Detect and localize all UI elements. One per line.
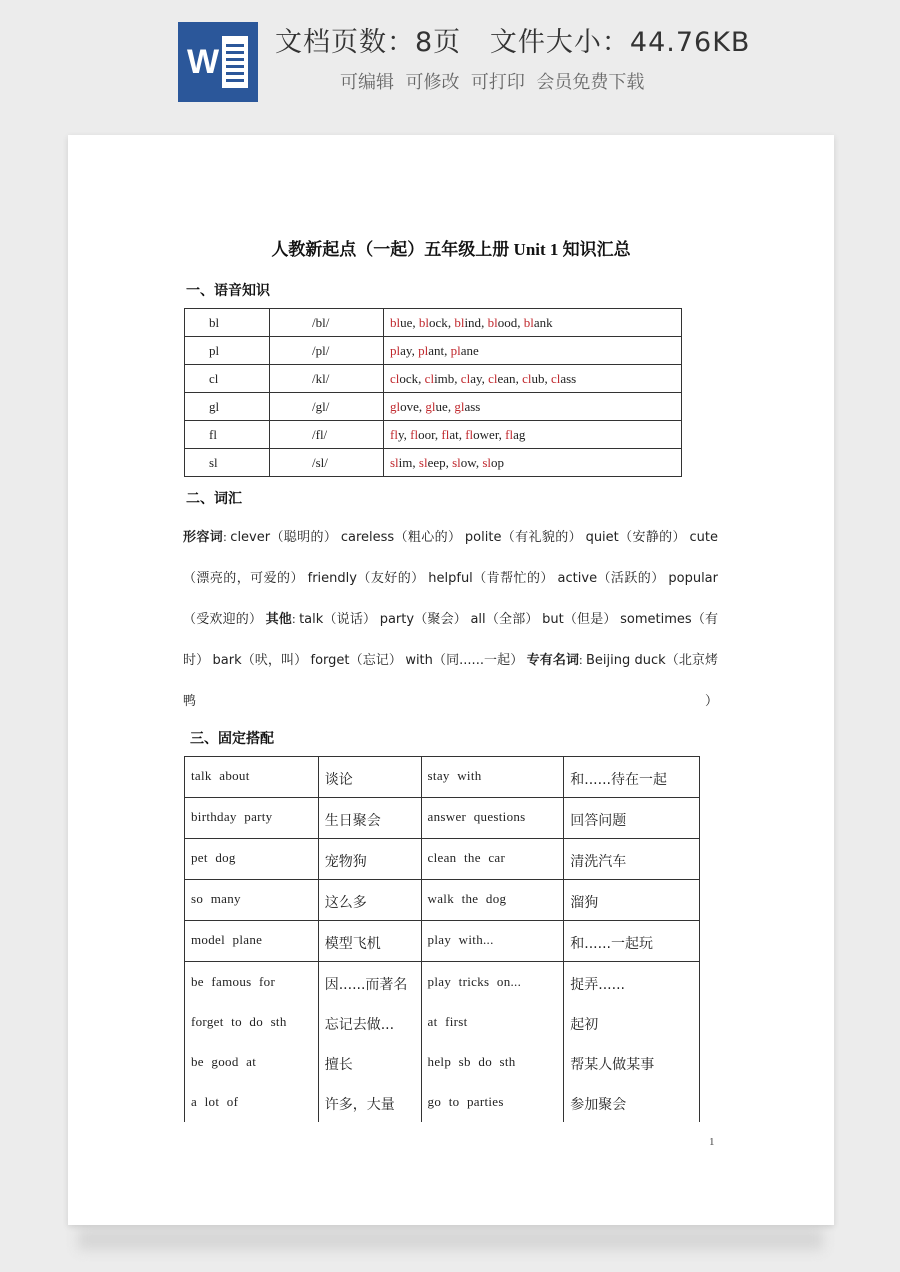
phonics-example-words: slim, sleep, slow, slop (384, 449, 682, 477)
word-rest: oor (418, 426, 435, 442)
phonics-ipa: /kl/ (270, 365, 384, 393)
example-word (524, 315, 553, 330)
blend-highlight: sl (452, 454, 461, 470)
word-rest: ay (400, 342, 412, 358)
banner-subtitle: 可编辑 可修改 可打印 会员免费下载 (340, 72, 645, 93)
example-word (522, 371, 544, 386)
word-rest: ant (428, 342, 445, 358)
word-icon-line (226, 58, 244, 61)
word-rest: ay (470, 370, 482, 386)
collocation-meaning: 因......而著名 (324, 977, 408, 993)
collocation-meaning: 回答问题 (564, 798, 700, 839)
phonics-blend: cl (185, 365, 270, 393)
blend-highlight: bl (418, 314, 430, 330)
example-word (419, 455, 446, 470)
vocab-item: but（但是） (542, 612, 617, 627)
example-word (419, 315, 448, 330)
phonics-blend: fl (185, 421, 270, 449)
collocation-phrase: talk about (185, 757, 319, 798)
example-word (505, 427, 525, 442)
phonics-ipa: /fl/ (270, 421, 384, 449)
phonics-row (185, 365, 682, 393)
collocation-meaning: 帮某人做某事 (570, 1057, 655, 1073)
collocation-meaning: 和......一起玩 (564, 921, 700, 962)
blend-highlight: cl (424, 370, 435, 386)
phonics-blend: bl (185, 309, 270, 337)
vocab-item: friendly（友好的） (307, 571, 425, 586)
blend-highlight: fl (410, 426, 419, 442)
blend-highlight: gl (425, 398, 436, 414)
example-word (454, 399, 480, 414)
vocab-item: with（同......一起） (405, 653, 524, 668)
word-rest: y (397, 426, 404, 442)
word-icon-line (226, 51, 244, 54)
collocation-meaning: 清洗汽车 (564, 839, 700, 880)
word-rest: ue (435, 398, 448, 414)
example-word (418, 343, 444, 358)
word-rest: ood (497, 314, 518, 330)
word-rest: imb (434, 370, 455, 386)
collocation-phrase: go to parties (427, 1094, 504, 1109)
vocab-item: quiet（安静的） (585, 530, 686, 545)
collocation-phrase: play tricks on... (427, 974, 522, 989)
document-title: 人教新起点（一起）五年级上册 Unit 1 知识汇总 (271, 240, 631, 259)
word-rest: ub (531, 370, 545, 386)
word-rest: ass (560, 370, 577, 386)
blend-highlight: pl (390, 342, 401, 358)
blend-highlight: fl (465, 426, 474, 442)
collocation-meaning: 忘记去做... (324, 1017, 395, 1033)
word-rest: ower (473, 426, 499, 442)
phonics-blend: sl (185, 449, 270, 477)
phonics-table (184, 308, 682, 477)
phonics-ipa: /gl/ (270, 393, 384, 421)
vocab-item: careless（粗心的） (340, 530, 462, 545)
word-rest: ank (533, 314, 553, 330)
page-number: 1 (709, 1136, 715, 1148)
collocation-phrase: be famous for (191, 974, 276, 989)
collocation-meaning: 起初 (570, 1017, 599, 1033)
blend-highlight: fl (441, 426, 450, 442)
collocation-phrase: help sb do sth (427, 1054, 516, 1069)
phonics-example-words: clock, climb, clay, clean, club, class (384, 365, 682, 393)
blend-highlight: pl (450, 342, 461, 358)
example-word (465, 427, 498, 442)
collocation-row (185, 839, 700, 880)
blend-highlight: bl (454, 314, 465, 330)
collocation-phrase: forget to do sth (191, 1014, 287, 1029)
word-icon-letter: W (187, 43, 220, 81)
phonics-example-words: play, plant, plane (384, 337, 682, 365)
collocation-row (185, 757, 700, 798)
phonics-row (185, 393, 682, 421)
vocab-category-label: 形容词 (183, 530, 224, 545)
blend-highlight: fl (505, 426, 514, 442)
word-rest: eep (427, 454, 446, 470)
example-word (390, 343, 412, 358)
collocation-meaning: 许多，大量 (324, 1097, 395, 1113)
blend-highlight: gl (390, 398, 401, 414)
word-rest: ow (460, 454, 476, 470)
word-icon-line (226, 44, 244, 47)
word-icon-line (226, 65, 244, 68)
blend-highlight: sl (390, 454, 399, 470)
vocab-item: cute（漂亮的，可爱的） (183, 530, 718, 586)
collocation-meaning: 擅长 (324, 1057, 353, 1073)
collocation-phrase: a lot of (191, 1094, 239, 1109)
example-word (461, 371, 482, 386)
word-rest: im (398, 454, 413, 470)
download-banner (0, 0, 900, 130)
collocation-row-group (185, 962, 700, 1123)
phonics-example-words: blue, block, blind, blood, blank (384, 309, 682, 337)
word-rest: ind (464, 314, 482, 330)
example-word (390, 427, 404, 442)
example-word (482, 455, 504, 470)
collocation-meaning: 和......待在一起 (564, 757, 700, 798)
collocation-meaning: 谈论 (318, 757, 421, 798)
vocab-item: sometimes（有时） (183, 612, 719, 668)
collocation-phrase: clean the car (421, 839, 564, 880)
collocation-phrase: answer questions (421, 798, 564, 839)
page-shadow (78, 1228, 823, 1250)
example-word (390, 455, 412, 470)
vocab-item: all（全部） (470, 612, 539, 627)
vocab-item: bark（吠，叫） (212, 653, 308, 668)
word-rest: at (449, 426, 459, 442)
phonics-ipa: /bl/ (270, 309, 384, 337)
collocation-row (185, 798, 700, 839)
vocab-category-label: 专有名词 (526, 653, 580, 668)
example-word (451, 343, 479, 358)
banner-title: 文档页数：8页 文件大小：44.76KB (275, 27, 751, 58)
collocation-meaning: 这么多 (318, 880, 421, 921)
collocation-phrase: stay with (421, 757, 564, 798)
vocab-item: clever（聪明的） (230, 530, 338, 545)
blend-highlight: gl (454, 398, 465, 414)
blend-highlight: bl (390, 314, 401, 330)
collocation-meaning: 捉弄...... (570, 977, 625, 993)
word-rest: ag (513, 426, 526, 442)
section-heading-collocations: 三、固定搭配 (190, 731, 274, 747)
document-page (68, 135, 834, 1225)
collocation-meaning: 生日聚会 (318, 798, 421, 839)
blend-highlight: bl (523, 314, 534, 330)
phonics-ipa: /sl/ (270, 449, 384, 477)
collocation-column-cell (564, 962, 700, 1123)
phonics-row (185, 449, 682, 477)
blend-highlight: cl (550, 370, 561, 386)
collocation-row (185, 921, 700, 962)
word-rest: ock (399, 370, 419, 386)
collocation-phrase: at first (427, 1014, 468, 1029)
phonics-blend: pl (185, 337, 270, 365)
collocation-phrase: be good at (191, 1054, 257, 1069)
example-word (441, 427, 458, 442)
example-word (390, 371, 418, 386)
collocation-column-cell (318, 962, 421, 1123)
example-word (410, 427, 435, 442)
example-word (454, 315, 481, 330)
word-rest: ass (464, 398, 481, 414)
collocation-phrase: birthday party (185, 798, 319, 839)
word-rest: ane (460, 342, 479, 358)
collocation-meaning: 溜狗 (564, 880, 700, 921)
example-word (452, 455, 476, 470)
blend-highlight: cl (488, 370, 498, 386)
word-rest: ue (400, 314, 413, 330)
word-rest: op (491, 454, 505, 470)
word-rest: ock (429, 314, 448, 330)
section-heading-vocabulary: 二、词汇 (186, 491, 242, 507)
collocation-phrase: so many (185, 880, 319, 921)
example-word (425, 371, 455, 386)
vocab-item: popular（受欢迎的） (183, 571, 718, 627)
word-icon-sheet (222, 36, 248, 88)
collocation-meaning: 宠物狗 (318, 839, 421, 880)
collocation-phrase: play with... (421, 921, 564, 962)
blend-highlight: sl (482, 454, 492, 470)
vocab-item: active（活跃的） (557, 571, 665, 586)
vocab-item: talk（说话） (299, 612, 377, 627)
blend-highlight: cl (522, 370, 532, 386)
blend-highlight: sl (418, 454, 428, 470)
word-rest: ean (497, 370, 516, 386)
collocation-phrase: walk the dog (421, 880, 564, 921)
example-word (551, 371, 576, 386)
vocab-item: polite（有礼貌的） (464, 530, 582, 545)
word-icon-line (226, 72, 244, 75)
phonics-row (185, 421, 682, 449)
example-word (425, 399, 447, 414)
word-rest: ove (400, 398, 419, 414)
collocation-column-cell (421, 962, 564, 1123)
phonics-blend: gl (185, 393, 270, 421)
vocab-item: party（聚会） (379, 612, 468, 627)
section-heading-phonics: 一、语音知识 (186, 283, 270, 299)
example-word (488, 315, 518, 330)
collocation-column-cell (185, 962, 319, 1123)
vocab-item: Beijing duck（北京烤鸭） (183, 653, 718, 709)
blend-highlight: bl (487, 314, 498, 330)
vocab-item: forget（忘记） (310, 653, 402, 668)
blend-highlight: cl (390, 370, 400, 386)
phonics-example-words: glove, glue, glass (384, 393, 682, 421)
word-icon-line (226, 79, 244, 82)
collocation-meaning: 参加聚会 (570, 1097, 627, 1113)
collocation-table (184, 756, 700, 1122)
collocation-row (185, 880, 700, 921)
phonics-row (185, 337, 682, 365)
vocab-category-label: 其他 (265, 612, 292, 627)
phonics-example-words: fly, floor, flat, flower, flag (384, 421, 682, 449)
blend-highlight: pl (418, 342, 429, 358)
collocation-phrase: model plane (185, 921, 319, 962)
collocation-meaning: 模型飞机 (318, 921, 421, 962)
phonics-row (185, 309, 682, 337)
example-word (390, 399, 419, 414)
example-word (488, 371, 515, 386)
phonics-ipa: /pl/ (270, 337, 384, 365)
blend-highlight: cl (460, 370, 471, 386)
collocation-phrase: pet dog (185, 839, 319, 880)
word-document-icon (178, 22, 258, 102)
blend-highlight: fl (390, 426, 398, 442)
vocab-item: helpful（肯帮忙的） (428, 571, 554, 586)
vocabulary-paragraph: 形容词: clever（聪明的） careless（粗心的） polite（有礼貌的） quiet（安静的） cute（漂亮的，可爱的） friendly（友好的） helpful（肯帮忙的） active（活跃的） popular（受欢迎的） 其他: talk（说话） party（聚会） all（全部） but（但是） sometimes（有时） bark（吠，叫） forget（忘记） with（同......一起） 专有名词: Beijing duck（北京烤鸭） (183, 529, 719, 709)
example-word (390, 315, 412, 330)
